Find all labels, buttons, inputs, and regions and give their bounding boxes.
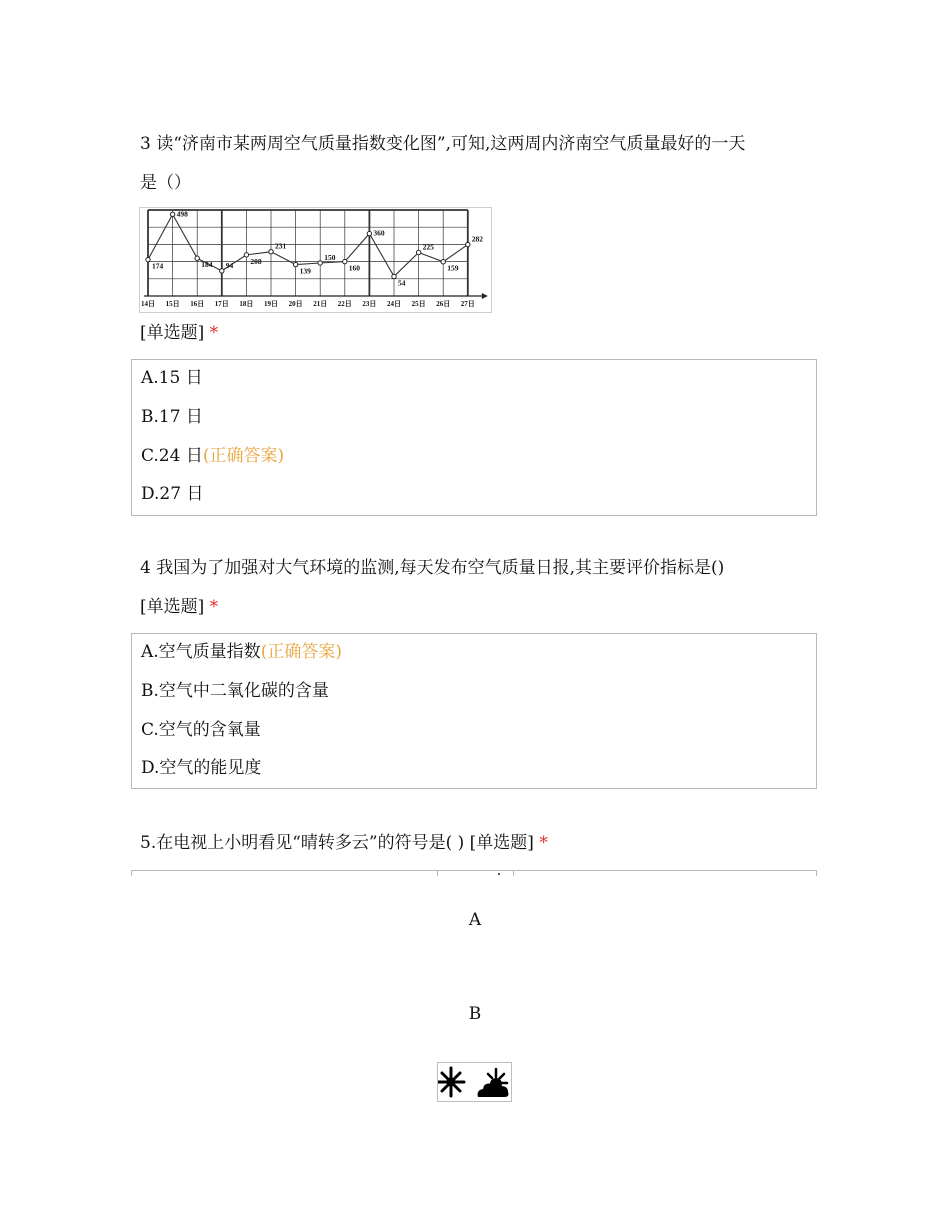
q5-question-text: 5.在电视上小明看见“晴转多云”的符号是( ) [单选题] <box>140 833 534 853</box>
correct-answer-tag: (正确答案) <box>260 642 342 662</box>
q4-option-c[interactable] <box>141 718 261 742</box>
x-tick-label: 22日 <box>337 300 352 308</box>
data-point <box>367 231 371 235</box>
x-tick-label: 25日 <box>411 300 426 308</box>
data-point <box>416 250 420 254</box>
data-point <box>244 253 248 257</box>
data-label: 160 <box>348 263 361 273</box>
option-text: A.空气质量指数 <box>141 642 261 662</box>
required-mark: * <box>539 833 548 853</box>
required-mark: * <box>209 323 219 343</box>
data-label: 225 <box>422 242 434 252</box>
required-mark: * <box>209 597 219 617</box>
x-tick-label: 24日 <box>387 300 401 308</box>
x-tick-label: 23日 <box>362 300 377 308</box>
table-divider <box>513 871 514 876</box>
table-dot <box>498 873 500 875</box>
q3-option-d[interactable] <box>141 482 203 506</box>
q3-option-a[interactable] <box>141 366 203 390</box>
q4-line1: 4 我国为了加强对大气环境的监测,每天发布空气质量日报,其主要评价指标是() <box>140 558 725 578</box>
q4-option-b[interactable] <box>141 679 329 703</box>
data-point <box>441 260 445 264</box>
q3-line2: 是（） <box>140 173 191 193</box>
x-tick-label: 26日 <box>436 300 451 308</box>
data-label: 208 <box>250 256 262 266</box>
data-label: 54 <box>398 278 406 288</box>
data-point <box>318 261 322 265</box>
option-text: C.24 日 <box>141 446 203 466</box>
x-tick-label: 27日 <box>460 300 475 308</box>
data-point <box>220 269 224 273</box>
q3-option-b[interactable] <box>141 405 203 429</box>
data-label: 159 <box>447 263 459 273</box>
x-tick-label: 15日 <box>165 300 180 308</box>
q5-option-b-label[interactable]: B <box>468 1004 482 1024</box>
data-point <box>466 242 470 246</box>
option-text: C.空气的含氧量 <box>141 720 261 740</box>
data-label: 184 <box>201 260 213 270</box>
q4-option-d[interactable] <box>141 756 261 780</box>
data-label: 282 <box>471 234 484 244</box>
weather-symbol-svg <box>438 1063 511 1101</box>
option-text: D.27 日 <box>141 484 204 504</box>
data-label: 94 <box>225 260 234 270</box>
data-label: 231 <box>275 241 287 251</box>
q5-options-table-edge <box>131 870 817 876</box>
sunny-to-cloudy-weather-icon <box>437 1062 512 1102</box>
option-text: B.17 日 <box>141 407 203 427</box>
data-point <box>343 259 347 263</box>
data-point <box>269 249 273 253</box>
correct-answer-tag: (正确答案) <box>202 446 285 466</box>
x-tick-label: 14日 <box>141 300 155 308</box>
option-text: A.15 日 <box>141 368 203 388</box>
q5-option-a-label[interactable]: A <box>468 910 482 930</box>
data-label: 498 <box>176 209 188 219</box>
x-tick-label: 18日 <box>239 300 254 308</box>
x-tick-label: 17日 <box>214 300 229 308</box>
data-label: 360 <box>373 228 385 238</box>
q5-line1 <box>140 831 548 855</box>
table-divider <box>437 871 438 876</box>
data-point <box>170 212 174 216</box>
aqi-chart <box>139 207 492 313</box>
data-label: 139 <box>299 266 311 276</box>
data-point <box>146 257 150 261</box>
q4-options <box>131 633 817 789</box>
q4-type-label: [单选题] <box>140 597 205 617</box>
data-label: 174 <box>152 261 164 271</box>
data-label: 150 <box>324 253 336 262</box>
q3-options <box>131 359 817 516</box>
option-text: B.空气中二氧化碳的含量 <box>141 681 329 701</box>
x-axis-arrow <box>482 293 488 299</box>
q3-type-row <box>140 321 218 345</box>
data-point <box>392 274 396 278</box>
q3-type-label: [单选题] <box>140 323 205 343</box>
x-tick-label: 16日 <box>190 300 205 308</box>
q4-type-row <box>140 595 218 619</box>
q3-line1: 3 读“济南市某两周空气质量指数变化图”,可知,这两周内济南空气质量最好的一天 <box>140 134 746 154</box>
x-tick-label: 20日 <box>288 300 303 308</box>
sun-behind-cloud-icon <box>478 1069 509 1097</box>
data-point <box>293 262 297 266</box>
q3-option-c[interactable] <box>141 444 284 468</box>
aqi-line-chart <box>140 208 491 312</box>
x-tick-label: 21日 <box>313 300 328 308</box>
q4-option-a[interactable] <box>141 640 342 664</box>
x-tick-label: 19日 <box>264 300 278 308</box>
option-text: D.空气的能见度 <box>141 758 262 778</box>
data-point <box>195 256 199 260</box>
sun-icon <box>438 1068 464 1096</box>
